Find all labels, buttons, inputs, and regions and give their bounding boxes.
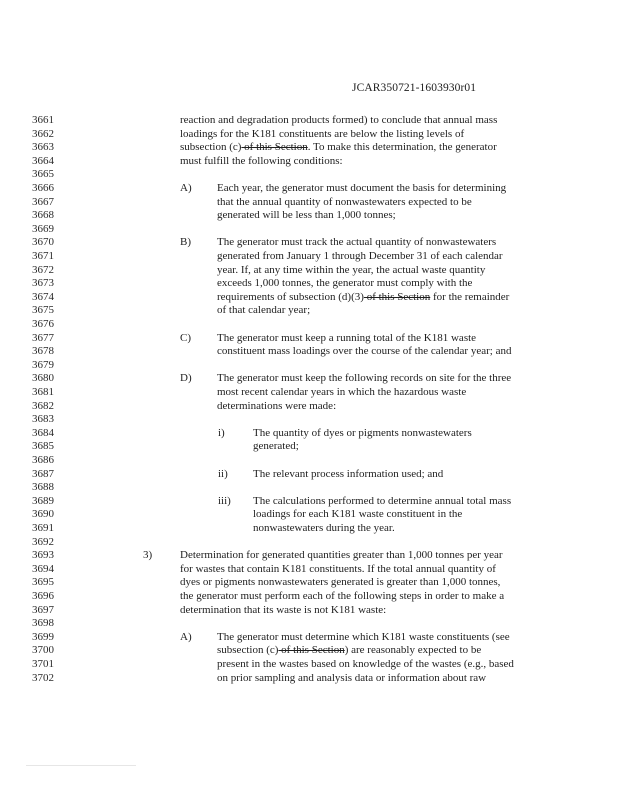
line-number: 3674 — [32, 290, 54, 303]
line-number: 3694 — [32, 562, 54, 575]
body-text-line: that the annual quantity of nonwastewaters expected to be — [217, 195, 472, 208]
subitem-marker: i) — [218, 426, 225, 439]
line-number: 3675 — [32, 304, 54, 317]
item-marker: A) — [180, 630, 192, 643]
body-text-line: year. If, at any time within the year, the actual waste quantity — [217, 263, 486, 276]
line-number: 3678 — [32, 345, 54, 358]
line-number: 3664 — [32, 154, 54, 167]
line-number: 3691 — [32, 522, 54, 534]
body-text-line: The generator must keep a running total of the K181 waste — [217, 331, 477, 344]
line-number: 3687 — [32, 467, 54, 480]
body-text-line: Each year, the generator must document the basis for determining — [217, 182, 507, 194]
line-number: 3688 — [32, 481, 54, 494]
line-number: 3685 — [32, 440, 54, 453]
body-text-line: determinations were made: — [217, 399, 337, 412]
body-text-line: generated from January 1 through December 31 of each calendar — [217, 250, 503, 262]
body-text-line: of that calendar year; — [217, 304, 311, 317]
item-marker: A) — [180, 182, 192, 194]
line-number: 3684 — [32, 426, 54, 439]
line-number: 3671 — [32, 250, 54, 262]
item-marker: C) — [180, 331, 191, 344]
line-number: 3702 — [32, 671, 54, 684]
line-number: 3690 — [32, 508, 54, 521]
struck-text: of this Section — [363, 290, 431, 303]
line-number: 3696 — [32, 590, 54, 602]
body-text-line: present in the wastes based on knowledge of the wastes (e.g., based — [217, 658, 514, 670]
line-number: 3698 — [32, 617, 54, 630]
line-number: 3677 — [32, 331, 54, 344]
body-text-line: generated; — [253, 440, 299, 453]
footer-rule — [26, 765, 136, 766]
line-number: 3666 — [32, 182, 54, 194]
body-text-line: most recent calendar years in which the hazardous waste — [217, 386, 467, 398]
document-id: JCAR350721-1603930r01 — [352, 82, 477, 94]
line-number: 3689 — [32, 494, 54, 507]
body-text-line: reaction and degradation products formed) to conclude that annual mass — [180, 114, 498, 126]
line-number: 3663 — [32, 141, 54, 154]
line-number: 3681 — [32, 386, 54, 398]
body-text-line: Determination for generated quantities greater than 1,000 tonnes per year — [180, 549, 503, 562]
line-number: 3665 — [32, 168, 54, 181]
body-text-line: requirements of subsection (d)(3) of this Section for the remainder — [217, 290, 510, 303]
body-text-line: dyes or pigments nonwastewaters generated is greater than 1,000 tonnes, — [180, 576, 501, 589]
line-number: 3682 — [32, 399, 54, 412]
line-number: 3668 — [32, 209, 54, 222]
struck-text: of this Section — [278, 644, 345, 657]
body-text-line: determination that its waste is not K181 waste: — [180, 603, 387, 616]
line-number: 3679 — [32, 358, 54, 371]
body-text-line: on prior sampling and analysis data or information about raw — [217, 671, 487, 684]
line-number: 3693 — [32, 549, 54, 562]
body-text-line: subsection (c) of this Section. To make this determination, the generator — [180, 141, 497, 154]
body-text-line: the generator must perform each of the following steps in order to make a — [180, 590, 505, 602]
line-number: 3700 — [32, 644, 54, 657]
body-text-line: The relevant process information used; and — [253, 467, 444, 480]
item-marker: D) — [180, 372, 192, 385]
line-number: 3686 — [32, 454, 54, 466]
body-text-line: The generator must keep the following records on site for the three — [217, 372, 512, 385]
line-number: 3697 — [32, 603, 54, 616]
subitem-marker: iii) — [218, 494, 231, 507]
line-number: 3695 — [32, 576, 54, 589]
line-number: 3673 — [32, 277, 54, 290]
line-number: 3670 — [32, 236, 54, 249]
body-text-line: The generator must track the actual quantity of nonwastewaters — [217, 236, 497, 249]
line-number: 3672 — [32, 263, 54, 276]
line-number: 3701 — [32, 658, 54, 670]
body-text-line: nonwastewaters during the year. — [253, 522, 395, 534]
body-text-line: The quantity of dyes or pigments nonwastewaters — [253, 426, 472, 439]
line-number: 3667 — [32, 195, 54, 208]
body-text-line: generated will be less than 1,000 tonnes; — [217, 209, 396, 222]
body-text-line: for wastes that contain K181 constituents. If the total annual quantity of — [180, 562, 496, 575]
body-text-line: loadings for the K181 constituents are below the listing levels of — [180, 127, 465, 140]
line-number: 3676 — [32, 318, 54, 330]
line-number: 3680 — [32, 372, 54, 385]
body-text-line: loadings for each K181 waste constituent in the — [253, 508, 463, 521]
item-marker: B) — [180, 236, 191, 249]
item-marker: 3) — [143, 549, 153, 562]
struck-text: of this Section — [241, 141, 308, 154]
body-text-line: exceeds 1,000 tonnes, the generator must comply with the — [217, 277, 473, 290]
line-number: 3662 — [32, 127, 54, 140]
line-number: 3683 — [32, 413, 54, 426]
body-text-line: must fulfill the following conditions: — [180, 154, 343, 167]
subitem-marker: ii) — [218, 467, 228, 480]
line-number: 3692 — [32, 535, 54, 548]
line-number: 3661 — [32, 114, 54, 126]
line-number: 3699 — [32, 630, 54, 643]
body-text-line: The generator must determine which K181 waste constituents (see — [217, 630, 510, 643]
line-number: 3669 — [32, 222, 54, 235]
body-text-line: The calculations performed to determine annual total mass — [253, 494, 512, 507]
body-text-line: constituent mass loadings over the course of the calendar year; and — [217, 345, 512, 358]
body-text-line: subsection (c) of this Section) are reasonably expected to be — [217, 644, 482, 657]
